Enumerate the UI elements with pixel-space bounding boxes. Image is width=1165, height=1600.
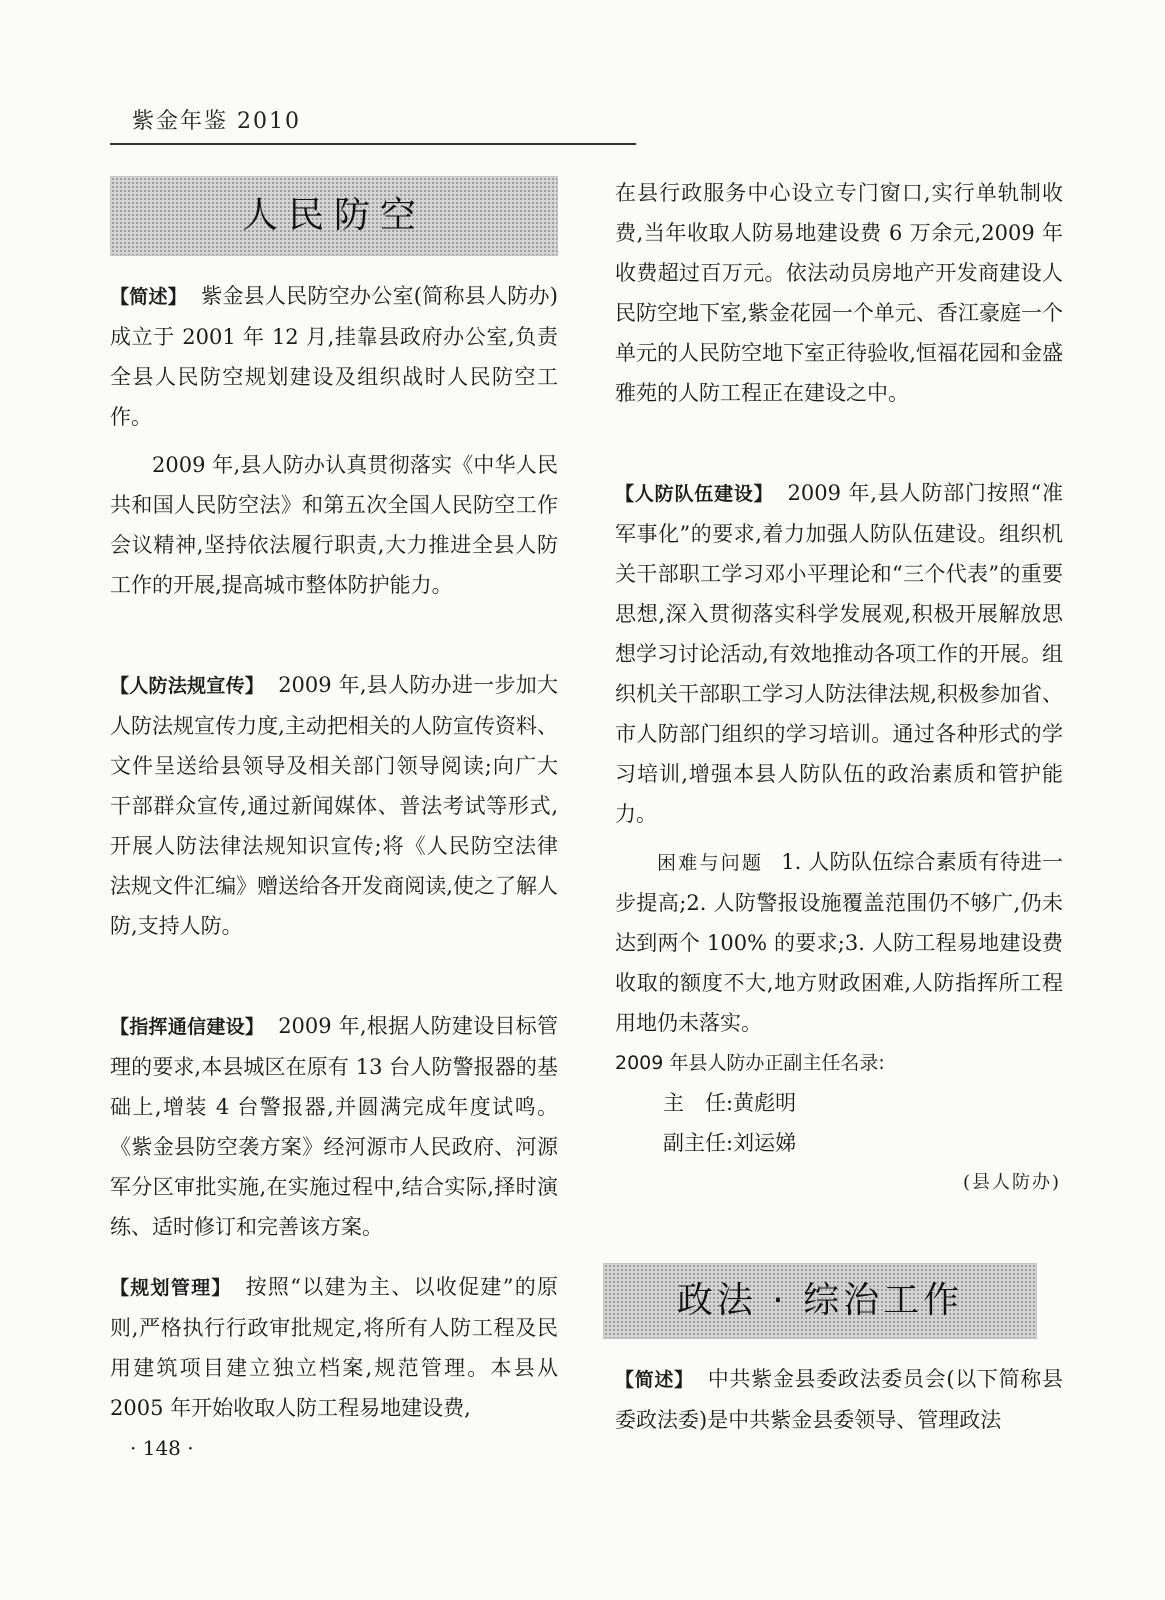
source-attribution: (县人防办) [962, 1172, 1061, 1193]
paragraph-text: 紫金县人民防空办公室(简称县人防办)成立于 2001 年 12 月,挂靠县政府办公室,负责全县人民防空规划建设及组织战时人民防空工作。 [110, 284, 558, 429]
left-column [110, 176, 558, 1428]
header-rule [110, 143, 636, 145]
subsection-head-difficulties: 困难与问题 [657, 852, 764, 874]
banner-title: 人民防空 [241, 195, 426, 236]
paragraph-text: 2009 年,县人防部门按照“准军事化”的要求,着力加强人防队伍建设。组织机关干部职工学习邓小平理论和“三个代表”的重要思想,深入贯彻落实科学发展观,积极开展解放思想学习讨论活动,有效地推动各项工作的开展。组织机关干部职工学习人防法律法规,积极参加省、市人防部门组织的学习培训。通过各种形式的学习培训,增强本县人防队伍的政治素质和管护能力。 [615, 481, 1063, 826]
paragraph-law-publicity [110, 665, 558, 946]
paragraph-planning-management [110, 1267, 558, 1428]
section-head-law-publicity: 【人防法规宣传】 [110, 675, 265, 697]
director-entry: 主 任:黄彪明 [663, 1091, 797, 1115]
section-head-team-building: 【人防队伍建设】 [615, 483, 774, 505]
right-column [615, 173, 1063, 1440]
running-head: 紫金年鉴 2010 [132, 109, 301, 134]
section-head-overview: 【简述】 [110, 286, 188, 308]
paragraph-difficulties [615, 842, 1063, 1043]
paragraph-2009-summary: 2009 年,县人防办认真贯彻落实《中华人民共和国人民防空法》和第五次全国人民防空工作会议精神,坚持依法履行职责,大力推进全县人防工作的开展,提高城市整体防护能力。 [110, 453, 558, 597]
section-head-planning-management: 【规划管理】 [110, 1277, 232, 1299]
paragraph-text: 按照“以建为主、以收促建”的原则,严格执行行政审批规定,将所有人防工程及民用建筑项目建立独立档案,规范管理。本县从 2005 年开始收取人防工程易地建设费, [110, 1275, 558, 1420]
paragraph-text: 2009 年,根据人防建设目标管理的要求,本县城区在原有 13 台人防警报器的基础上,增装 4 台警报器,并圆满完成年度试鸣。《紫金县防空袭方案》经河源市人民政府、河源军分区审批实施,在实施过程中,结合实际,择时演练、适时修订和完善该方案。 [110, 1014, 558, 1239]
paragraph-text: 1. 人防队伍综合素质有待进一步提高;2. 人防警报设施覆盖范围仍不够广,仍未达到两个 100% 的要求;3. 人防工程易地建设费收取的额度不大,地方财政困难,人防指挥所工程用地仍未落实。 [615, 850, 1063, 1035]
paragraph-text: 中共紫金县委政法委员会(以下简称县委政法委)是中共紫金县委领导、管理政法 [615, 1367, 1063, 1432]
paragraph-text: 2009 年,县人防办进一步加大人防法规宣传力度,主动把相关的人防宣传资料、文件呈送给县领导及相关部门领导阅读;向广大干部群众宣传,通过新闻媒体、普法考试等形式,开展人防法律法规知识宣传;将《人民防空法律法规文件汇编》赠送给各开发商阅读,使之了解人防,支持人防。 [110, 673, 558, 938]
paragraph-command-communication [110, 1006, 558, 1247]
paragraph-team-building [615, 473, 1063, 834]
page-number: · 148 · [130, 1436, 194, 1460]
section-banner-civil-air-defense [110, 176, 558, 256]
directors-list-title: 2009 年县人防办正副主任名录: [615, 1052, 885, 1074]
paragraph-politics-law-overview [615, 1359, 1063, 1440]
section-banner-politics-law [603, 1263, 1037, 1339]
section-head-command-communication: 【指挥通信建设】 [110, 1016, 265, 1038]
banner-title: 政法 · 综治工作 [676, 1280, 964, 1321]
paragraph-planning-continued: 在县行政服务中心设立专门窗口,实行单轨制收费,当年收取人防易地建设费 6 万余元,2009 年收费超过百万元。依法动员房地产开发商建设人民防空地下室,紫金花园一个单元、香江豪庭一个单元的人民防空地下室正待验收,恒福花园和金盛雅苑的人防工程正在建设之中。 [615, 181, 1063, 405]
section-head-overview: 【简述】 [615, 1369, 694, 1391]
deputy-director-entry: 副主任:刘运娣 [663, 1131, 797, 1155]
paragraph-overview [110, 276, 558, 437]
